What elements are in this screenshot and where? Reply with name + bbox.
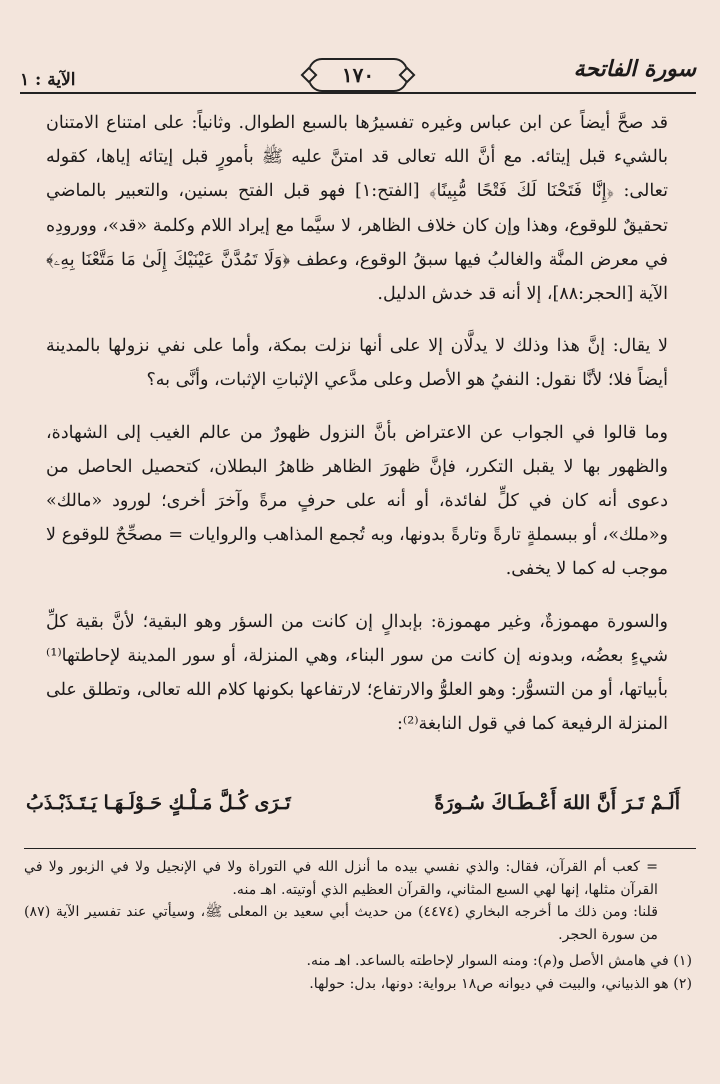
footnote-continuation-2: قلنا: ومن ذلك ما أخرجه البخاري (٤٤٧٤) من حديث أبي سعيد بن المعلى ﷺ، وسيأتي عند تفسير الآية (٨٧) من سورة الحجر. <box>24 904 658 943</box>
paragraph-4: والسورة مهموزةٌ، وغير مهموزة: بإبدالٍ إن كانت من السؤر وهو البقية؛ لأنَّ بقية كلِّ شيءٍ بعضُه، وبدونه إن كانت من سور البناء، وهي المنزلة، أو سور المدينة لإحاطتها⁽¹⁾ بأبياتها، أو من التسوُّر: وهو العلوُّ والارتفاع؛ لارتفاعها بكونها كلام الله تعالى، وتطلق على المنزلة الرفيعة كما في قول النابغة⁽²⁾: <box>46 611 668 735</box>
main-text <box>46 106 668 755</box>
footnote-2: (٢) هو الذبياني، والبيت في ديوانه ص١٨ برواية: دونها، بدل: حولها. <box>309 975 692 992</box>
paragraph-3: وما قالوا في الجواب عن الاعتراض بأنَّ النزول ظهورٌ من عالم الغيب إلى الشهادة، والظهور بها لا يقبل التكرر، فإنَّ ظهورَ الظاهر ظاهرُ البطلان، كتحصيل الحاصل من دعوى أنه كان في كلٍّ لفائدة، أو أنه على حرفٍ مرةً وآخرَ أخرى؛ لورود «مالك» و«ملك»، أو ببسملةٍ تارةً وتارةً بدونها، وبه تُجمع المذاهب والروايات = مصحِّحٌ للوقوع لا موجب له كما لا يخفى. <box>46 422 668 580</box>
paragraph-2: لا يقال: إنَّ هذا وذلك لا يدلَّان إلا على أنها نزلت بمكة، وأما على نفي نزولها بالمدينة أيضاً فلا؛ لأنَّا نقول: النفيُ هو الأصل وعلى مدَّعي الإثباتِ الإثبات، وأنَّى به؟ <box>46 336 668 391</box>
page-header <box>20 52 696 100</box>
page-number: ١٧٠ <box>308 58 408 92</box>
poem-hemistich-second: تَـرَى كُـلَّ مَـلْـكٍ حَـوْلَـهَـا يَـتَـذَبْـذَبُ <box>26 792 291 814</box>
footnote-1: (١) في هامش الأصل و(م): ومنه السوار لإحاطته بالساعد. اهـ منه. <box>306 953 692 970</box>
paragraph-1: قد صحَّ أيضاً عن ابن عباس وغيره تفسيرُها بالسبع الطوال. وثانياً: على امتناع الامتنان بالشيء قبل إيتائه. مع أنَّ الله تعالى قد امتنَّ عليه ﷺ بأمورٍ قبل إيتائه إياها، كقوله تعالى: ﴿إِنَّا فَتَحْنَا لَكَ فَتْحًا مُّبِينًا﴾ [الفتح:١] فهو قبل الفتح بسنين، والتعبير بالماضي تحقيقٌ للوقوع، وهذا وإن كان خلاف الظاهر، لا سيَّما مع إيراد اللام وكلمة «قد»، وورودِه في معرض المنَّة والغالبُ فيها سبقُ الوقوع، وعطف ﴿وَلَا تَمُدَّنَّ عَيْنَيْكَ إِلَىٰ مَا مَتَّعْنَا بِهِۦ﴾ الآية [الحجر:٨٨]، إلا أنه قد خدش الدليل. <box>46 113 668 305</box>
footnotes <box>24 856 692 996</box>
header-divider <box>20 92 696 94</box>
poem-hemistich-first: أَلَـمْ تَـرَ أَنَّ اللهَ أَعْـطَـاكَ سُـورَةً <box>434 792 680 814</box>
ayah-reference: الآية : ١ <box>20 70 76 90</box>
sura-title: سورة الفاتحة <box>573 56 696 82</box>
footnote-divider <box>24 848 696 849</box>
footnote-continuation-1: = كعب أم القرآن، فقال: والذي نفسي بيده ما أنزل الله في التوراة ولا في الإنجيل ولا في الزبور ولا في القرآن مثلها، إنها لهي السبع المثاني، والقرآن العظيم الذي أوتيته. اهـ منه. <box>24 859 658 898</box>
poetry-verse <box>26 792 680 830</box>
